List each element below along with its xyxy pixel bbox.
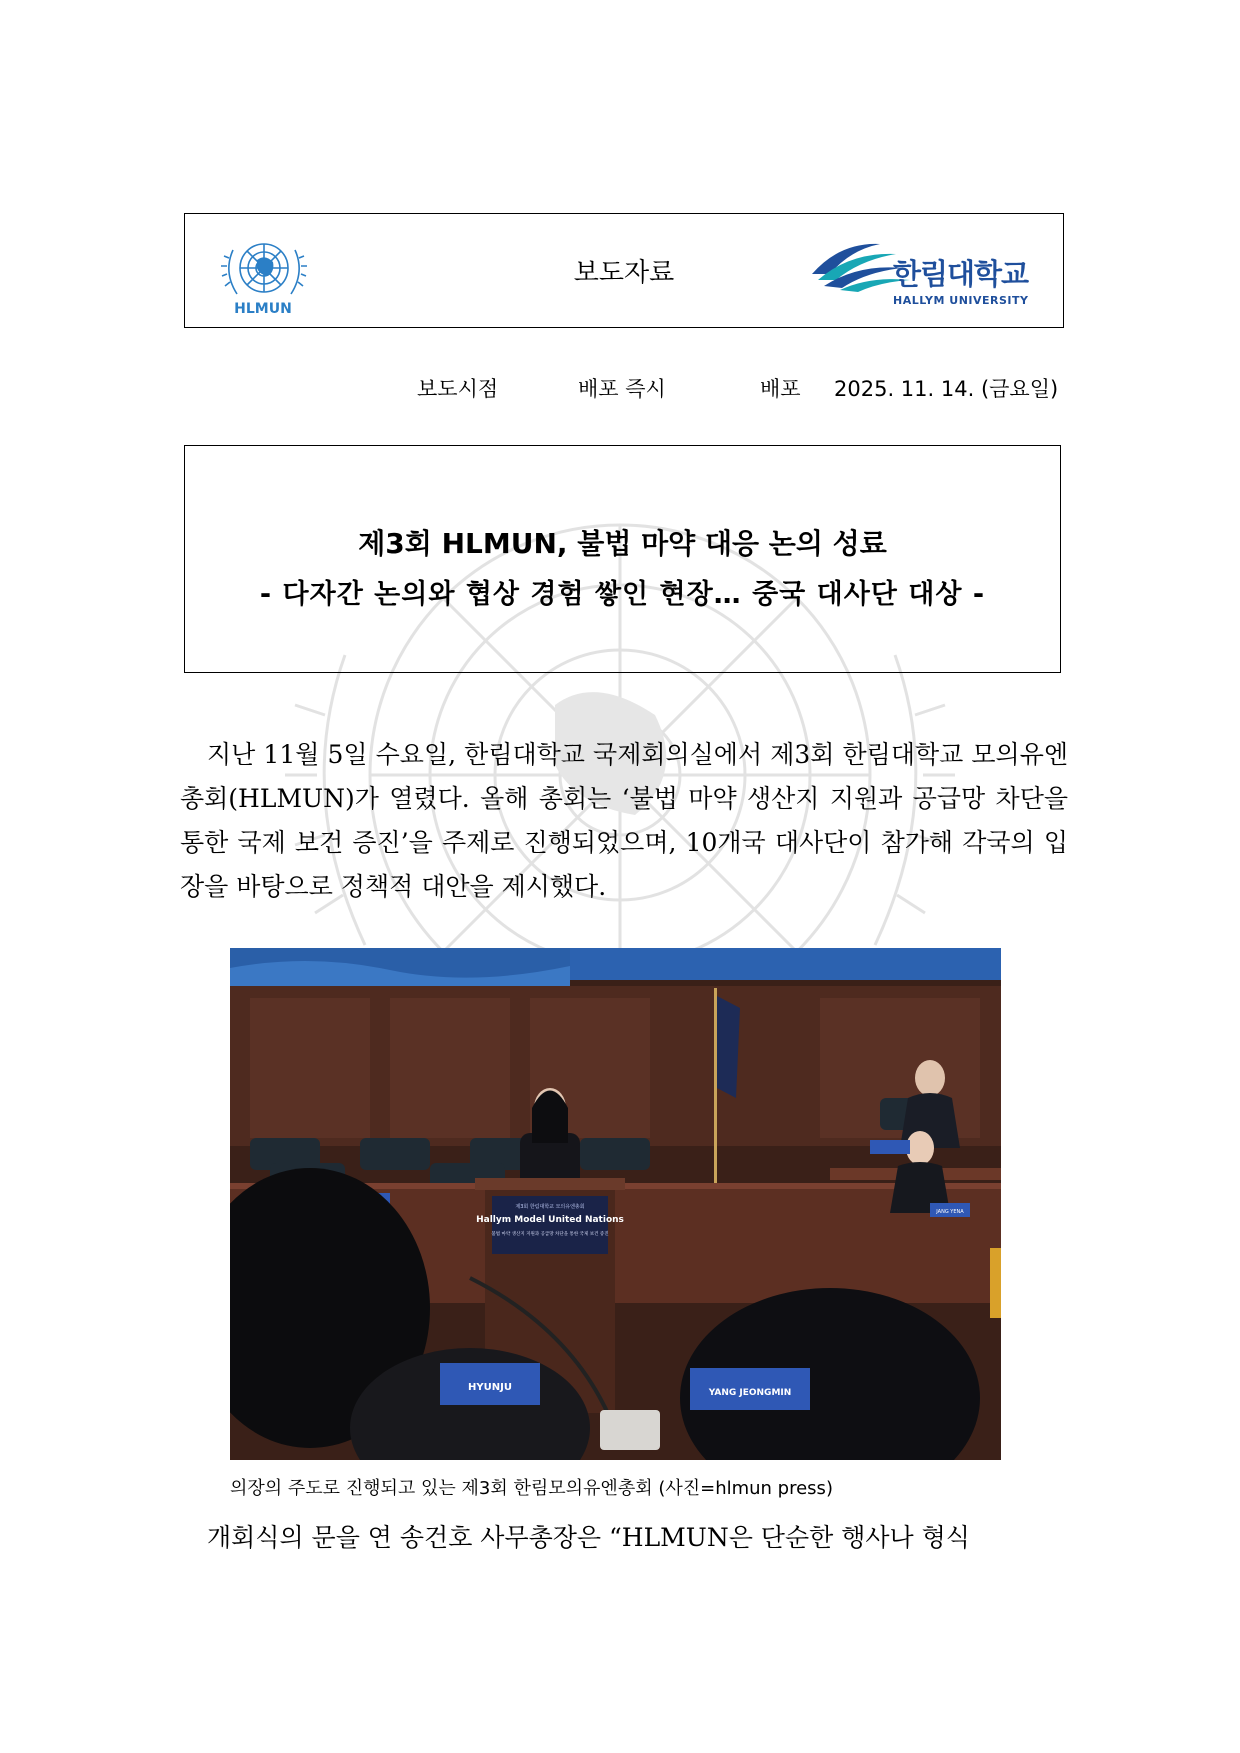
header-box [184, 213, 1064, 328]
headline-subtitle: - 다자간 논의와 협상 경험 쌓인 현장… 중국 대사단 대상 - [259, 579, 986, 610]
headline-title: 제3회 HLMUN, 불법 마약 대응 논의 성료 [358, 527, 887, 560]
nameplate-2: YANG JEONGMIN [708, 1388, 792, 1398]
podium-banner-line2: 불법 마약 생산지 지원과 공급망 차단을 통한 국제 보건 증진 [491, 1232, 609, 1237]
podium-banner-title: Hallym Model United Nations [476, 1215, 624, 1225]
podium-banner-line1: 제3회 한림대학교 모의유엔총회 [515, 1204, 585, 1210]
nameplate-1: HYUNJU [468, 1382, 512, 1393]
release-date-label: 배포 [760, 377, 801, 401]
release-timing-value: 배포 즉시 [578, 377, 666, 401]
hlmun-logo-text: HLMUN [234, 301, 292, 317]
hallym-logo-english: HALLYM UNIVERSITY [893, 294, 1029, 307]
assembly-photo [230, 948, 1001, 1460]
nameplate-3: JANG YENA [936, 1209, 964, 1215]
headline-box [184, 445, 1061, 673]
photo-caption: 의장의 주도로 진행되고 있는 제3회 한림모의유엔총회 (사진=hlmun press) [230, 1478, 833, 1499]
body-paragraph-1: 지난 11월 5일 수요일, 한림대학교 국제회의실에서 제3회 한림대학교 모의유엔총회(HLMUN)가 열렸다. 올해 총회는 ‘불법 마약 생산지 지원과 공급망 차단을 통한 국제 보건 증진’을 주제로 진행되었으며, 10개국 대사단이 참가해 각국의 입장을 바탕으로 정책적 대안을 제시했다. [180, 740, 1068, 901]
hallym-logo-korean: 한림대학교 [893, 257, 1029, 291]
document-type: 보도자료 [573, 258, 675, 288]
release-timing-label: 보도시점 [417, 377, 499, 401]
body-paragraph-2: 개회식의 문을 연 송건호 사무총장은 “HLMUN은 단순한 행사나 형식 [207, 1523, 970, 1552]
release-date-value: 2025. 11. 14. (금요일) [834, 377, 1059, 401]
